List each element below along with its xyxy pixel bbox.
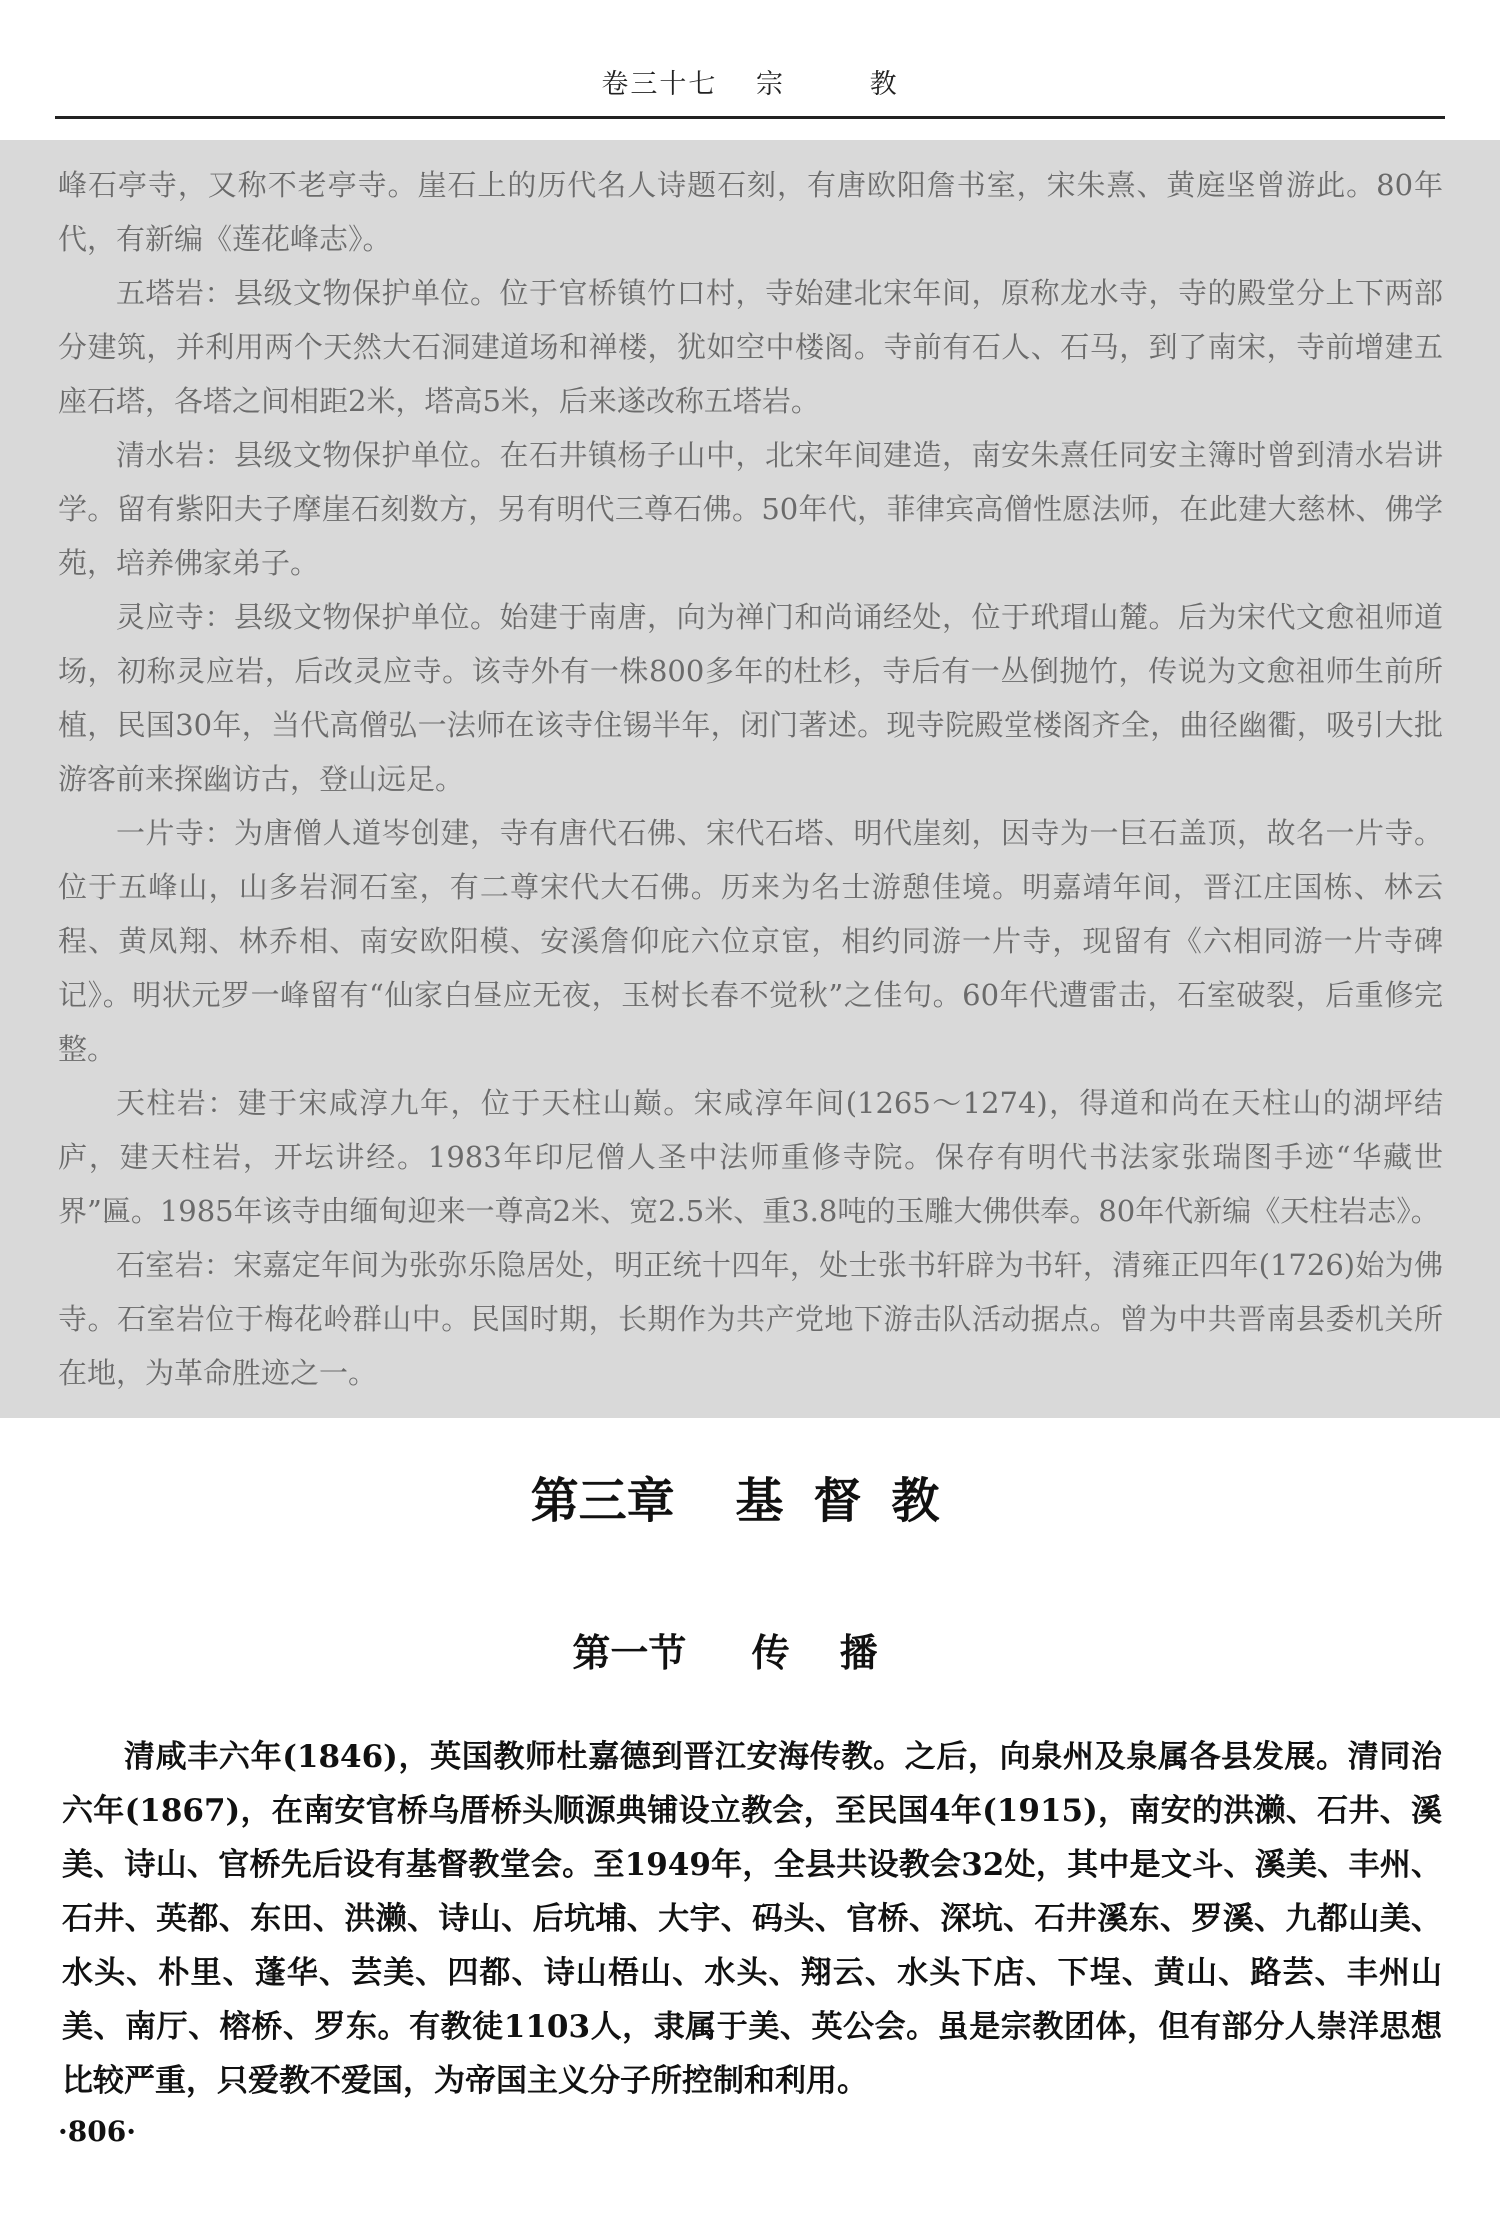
shaded-text-block: [0, 140, 1500, 1418]
section-title: 传播: [751, 1630, 928, 1675]
chapter-number: 第三章: [530, 1473, 675, 1529]
chapter-heading: [0, 1462, 1500, 1531]
chapter-title: 基督教: [735, 1473, 970, 1529]
body-paragraph: 清咸丰六年(1846)，英国教师杜嘉德到晋江安海传教。之后，向泉州及泉属各县发展。清同治六年(1867)，在南安官桥乌厝桥头顺源典铺设立教会，至民国4年(1915)，南安的洪濑、石井、溪美、诗山、官桥先后设有基督教堂会。至1949年，全县共设教会32处，其中是文斗、溪美、丰州、石井、英都、东田、洪濑、诗山、后坑埔、大宇、码头、官桥、深坑、石井溪东、罗溪、九都山美、水头、朴里、蓬华、芸美、四都、诗山梧山、水头、翔云、水头下店、下埕、黄山、路芸、丰州山美、南厅、榕桥、罗东。有教徒1103人，隶属于美、英公会。虽是宗教团体，但有部分人崇洋思想比较严重，只爱教不爱国，为帝国主义分子所控制和利用。: [62, 1739, 1442, 2099]
header-subject-part1: 宗: [756, 69, 785, 100]
running-header: [0, 62, 1500, 101]
shaded-paragraph: 天柱岩：建于宋咸淳九年，位于天柱山巅。宋咸淳年间(1265～1274)，得道和尚在天柱山的湖坪结庐，建天柱岩，开坛讲经。1983年印尼僧人圣中法师重修寺院。保存有明代书法家张瑞图手迹“华藏世界”匾。1985年该寺由缅甸迎来一尊高2米、宽2.5米、重3.8吨的玉雕大佛供奉。80年代新编《天柱岩志》。: [58, 1086, 1443, 1228]
shaded-paragraph: 清水岩：县级文物保护单位。在石井镇杨子山中，北宋年间建造，南安朱熹任同安主簿时曾到清水岩讲学。留有紫阳夫子摩崖石刻数方，另有明代三尊石佛。50年代，菲律宾高僧性愿法师，在此建大慈林、佛学苑，培养佛家弟子。: [58, 438, 1443, 580]
section-heading: [0, 1622, 1500, 1677]
shaded-text-content: [58, 158, 1443, 1400]
shaded-paragraph: 五塔岩：县级文物保护单位。位于官桥镇竹口村，寺始建北宋年间，原称龙水寺，寺的殿堂分上下两部分建筑，并利用两个天然大石洞建道场和禅楼，犹如空中楼阁。寺前有石人、石马，到了南宋，寺前增建五座石塔，各塔之间相距2米，塔高5米，后来遂改称五塔岩。: [58, 276, 1443, 418]
page-number: ·806·: [58, 2115, 136, 2148]
shaded-paragraph: 灵应寺：县级文物保护单位。始建于南唐，向为禅门和尚诵经处，位于玳瑁山麓。后为宋代文愈祖师道场，初称灵应岩，后改灵应寺。该寺外有一株800多年的杜杉，寺后有一丛倒抛竹，传说为文愈祖师生前所植，民国30年，当代高僧弘一法师在该寺住锡半年，闭门著述。现寺院殿堂楼阁齐全，曲径幽衢，吸引大批游客前来探幽访古，登山远足。: [58, 600, 1443, 796]
body-text: [62, 1730, 1442, 2108]
header-subject-part2: 教: [869, 69, 899, 100]
header-rule: [55, 116, 1445, 119]
header-volume: 卷三十七: [601, 69, 718, 100]
shaded-paragraph: 一片寺：为唐僧人道岑创建，寺有唐代石佛、宋代石塔、明代崖刻，因寺为一巨石盖顶，故名一片寺。位于五峰山，山多岩洞石室，有二尊宋代大石佛。历来为名士游憩佳境。明嘉靖年间，晋江庄国栋、林云程、黄凤翔、林乔相、南安欧阳模、安溪詹仰庇六位京宦，相约同游一片寺，现留有《六相同游一片寺碑记》。明状元罗一峰留有“仙家白昼应无夜，玉树长春不觉秋”之佳句。60年代遭雷击，石室破裂，后重修完整。: [58, 816, 1443, 1066]
section-number: 第一节: [572, 1630, 687, 1675]
shaded-paragraph: 峰石亭寺，又称不老亭寺。崖石上的历代名人诗题石刻，有唐欧阳詹书室，宋朱熹、黄庭坚曾游此。80年代，有新编《莲花峰志》。: [58, 168, 1443, 256]
shaded-paragraph: 石室岩：宋嘉定年间为张弥乐隐居处，明正统十四年，处士张书轩辟为书轩，清雍正四年(1726)始为佛寺。石室岩位于梅花岭群山中。民国时期，长期作为共产党地下游击队活动据点。曾为中共晋南县委机关所在地，为革命胜迹之一。: [58, 1248, 1443, 1390]
